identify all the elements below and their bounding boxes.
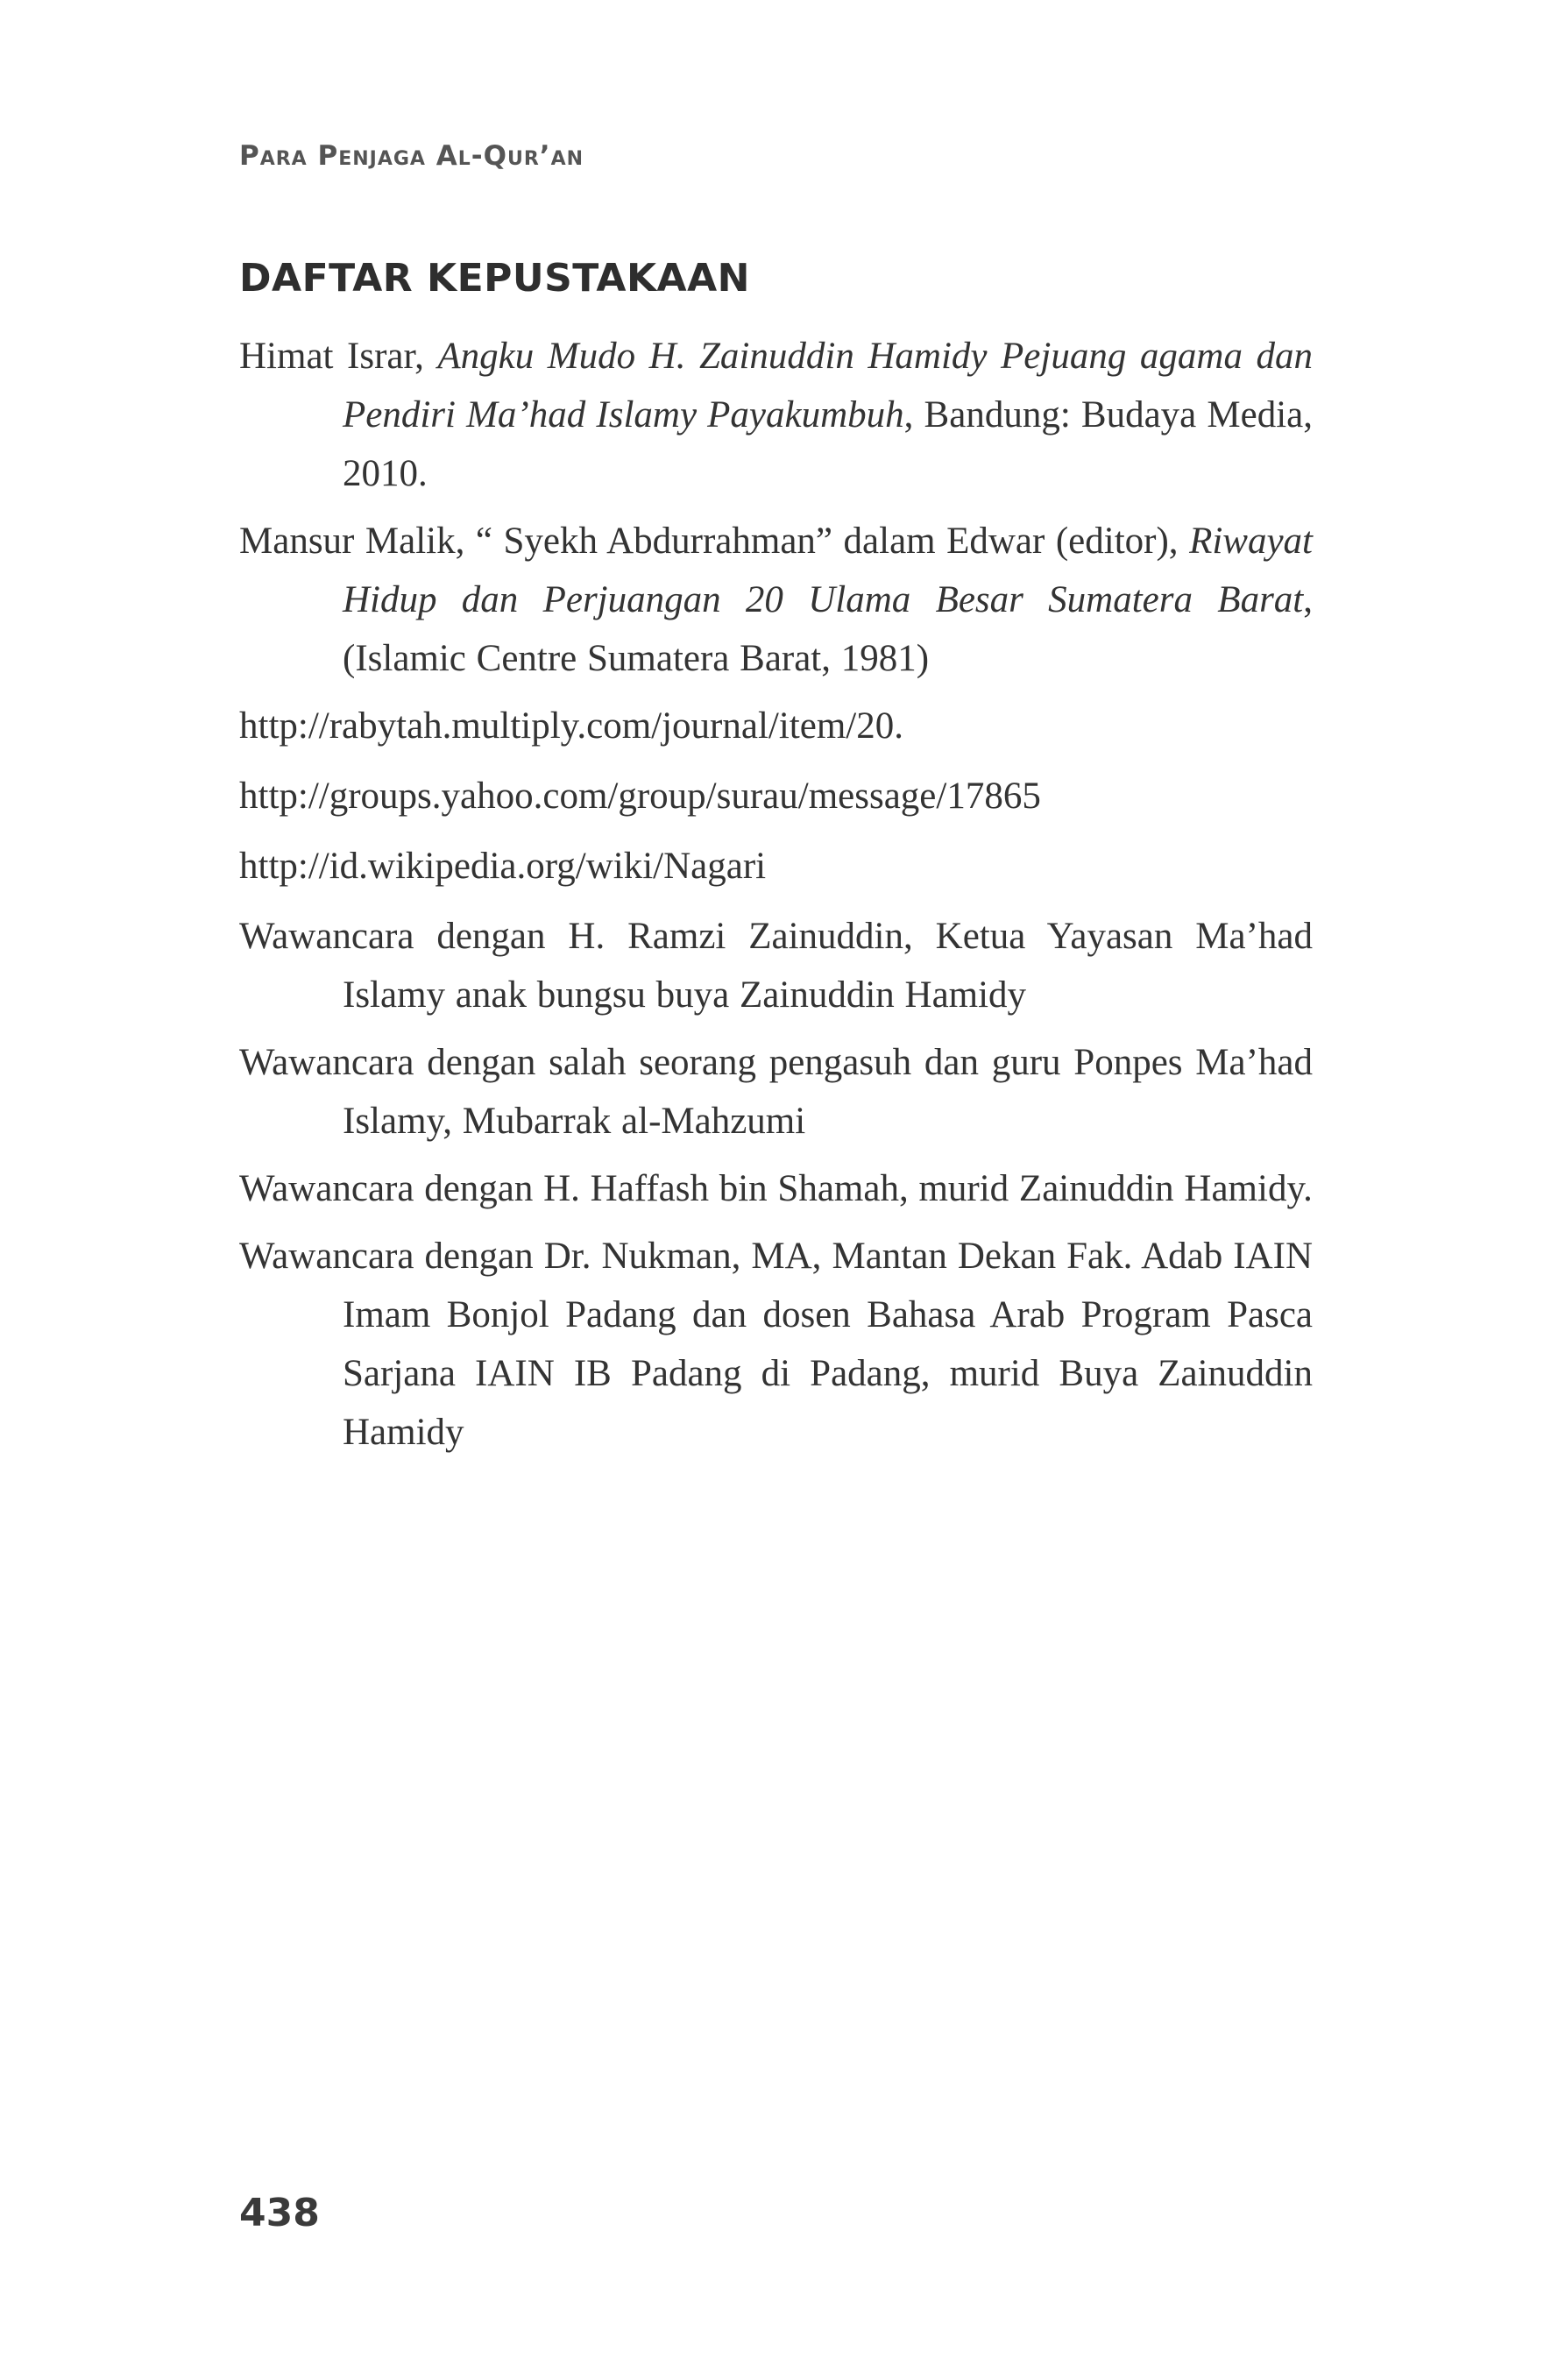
bibliography-interview: Wawancara dengan H. Ramzi Zainuddin, Ketua Yayasan Ma’had Islamy anak bungsu buya Zainuddin Hamidy — [239, 916, 1313, 1016]
bibliography-interview: Wawancara dengan H. Haffash bin Shamah, murid Zainuddin Hamidy. — [239, 1168, 1313, 1209]
bibliography-entry — [239, 327, 1313, 503]
bibliography-interview: Wawancara dengan Dr. Nukman, MA, Mantan Dekan Fak. Adab IAIN Imam Bonjol Padang dan dosen Bahasa Arab Program Pasca Sarjana IAIN IB Padang di Padang, murid Buya Zainuddin Hamidy — [239, 1236, 1313, 1453]
entry-title: Angku Mudo H. Zainuddin Hamidy Pejuang agama dan Pendiri Ma’had Islamy Payakumbuh — [343, 336, 1313, 436]
bibliography-list — [239, 327, 1313, 1470]
bibliography-interview: Wawancara dengan salah seorang pengasuh dan guru Ponpes Ma’had Islamy, Mubarrak al-Mahzumi — [239, 1042, 1313, 1142]
running-header: Para Penjaga Al-Qur’an — [239, 140, 584, 172]
page-number: 438 — [239, 2191, 320, 2235]
bibliography-url: http://rabytah.multiply.com/journal/item/20. — [239, 705, 903, 747]
entry-publication: , (Islamic Centre Sumatera Barat, 1981) — [343, 579, 1313, 679]
entry-author: Himat Israr, — [239, 336, 438, 377]
section-title: DAFTAR KEPUSTAKAAN — [239, 256, 750, 301]
bibliography-url: http://groups.yahoo.com/group/surau/message/17865 — [239, 776, 1041, 817]
bibliography-entry — [239, 512, 1313, 688]
entry-title: Riwayat Hidup dan Perjuangan 20 Ulama Besar Sumatera Barat — [343, 521, 1313, 620]
bibliography-url: http://id.wikipedia.org/wiki/Nagari — [239, 846, 767, 887]
entry-author: Mansur Malik, “ Syekh Abdurrahman” dalam Edwar (editor), — [239, 521, 1190, 562]
entry-publication: , Bandung: Budaya Media, 2010. — [343, 394, 1314, 494]
